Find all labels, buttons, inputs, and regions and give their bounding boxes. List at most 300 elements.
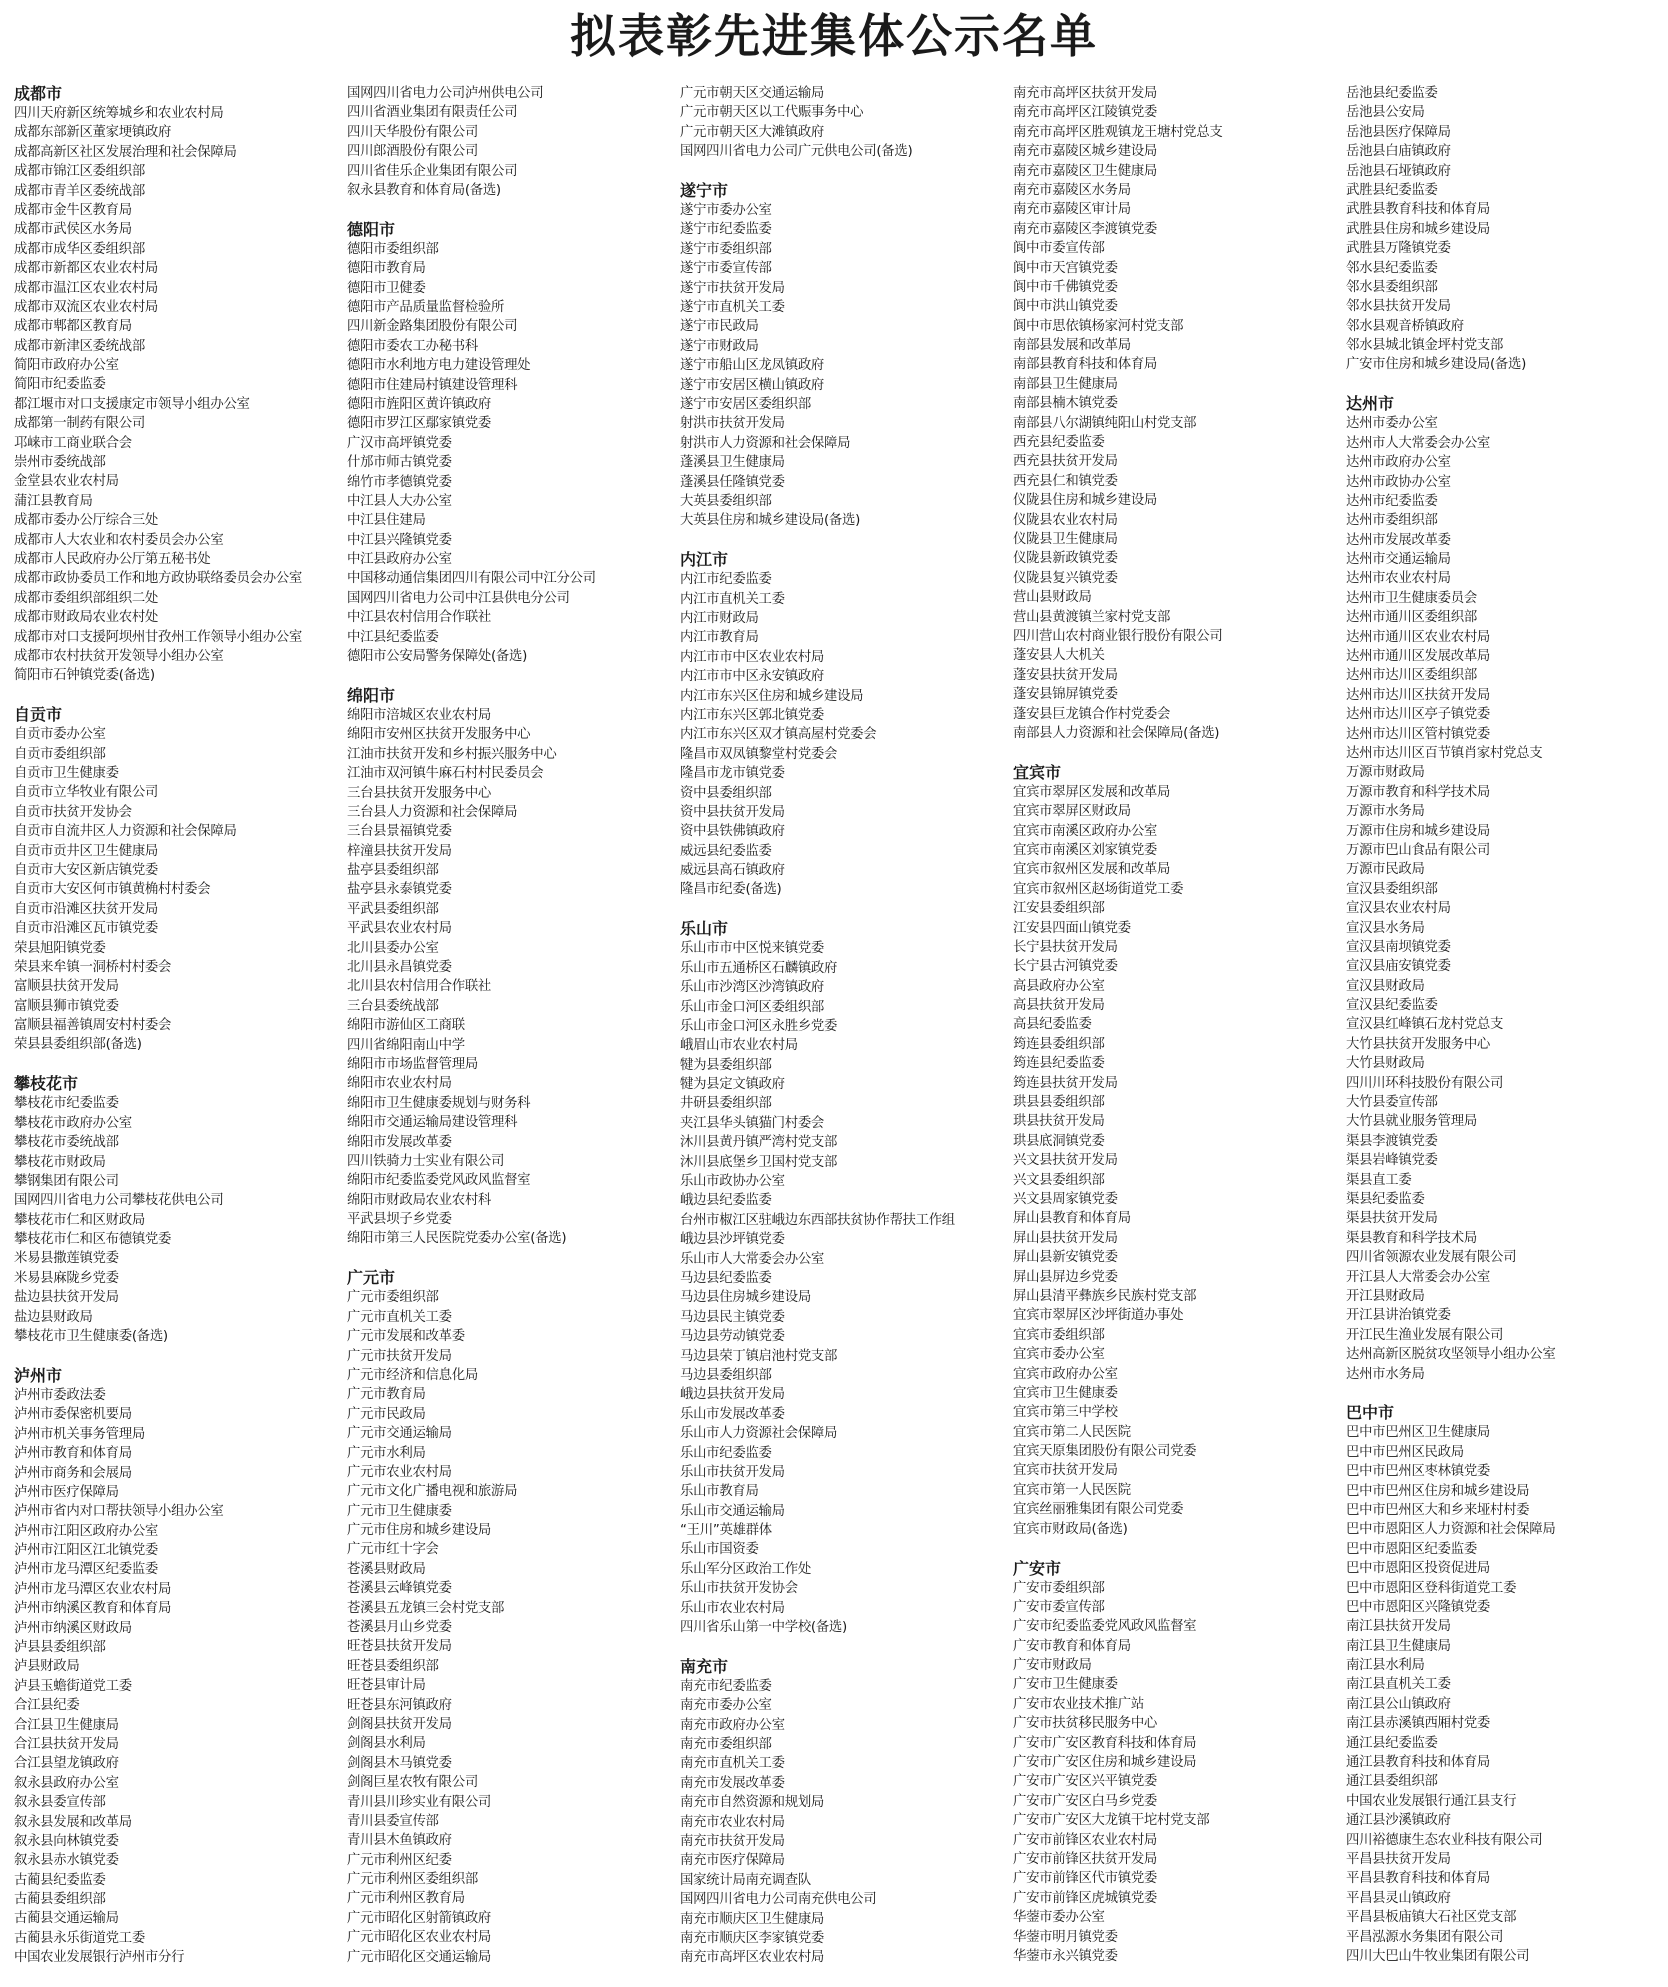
list-item: 渠县教育和科学技术局 — [1346, 1230, 1477, 1246]
list-item: 合江县扶贫开发局 — [14, 1736, 119, 1752]
city-section — [347, 84, 669, 200]
list-item: 沐川县黄丹镇严湾村党支部 — [680, 1135, 838, 1151]
list-item: 万源市教育和科学技术局 — [1346, 784, 1490, 800]
list-item: 遂宁市委办公室 — [680, 203, 772, 219]
list-item: 资中县扶贫开发局 — [680, 804, 785, 820]
list-item: 武胜县纪委监委 — [1346, 182, 1438, 198]
list-item: 达州市卫生健康委员会 — [1346, 590, 1477, 606]
list-item: 绵阳市第三人民医院党委办公室(备选) — [347, 1231, 567, 1247]
list-item: 通江县纪委监委 — [1346, 1735, 1438, 1751]
city-heading: 遂宁市 — [680, 181, 729, 201]
list-item: 武胜县万隆镇党委 — [1346, 241, 1451, 257]
list-item: 国网四川省电力公司广元供电公司(备选) — [680, 144, 913, 160]
list-item: 南部县人力资源和社会保障局(备选) — [1013, 725, 1220, 741]
list-item: 泸州市江阳区江北镇党委 — [14, 1543, 158, 1559]
list-item: 中国农业发展银行泸州市分行 — [14, 1950, 185, 1966]
list-item: 巴中市巴州区大和乡来垭村村委 — [1346, 1502, 1530, 1518]
list-item: 内江市东兴区郭北镇党委 — [680, 707, 824, 723]
list-item: 宣汉县财政局 — [1346, 978, 1425, 994]
list-item: 泸州市省内对口帮扶领导小组办公室 — [14, 1504, 224, 1520]
list-item: 宜宾市南溪区刘家镇党委 — [1013, 842, 1157, 858]
list-item: 岳池县纪委监委 — [1346, 86, 1438, 101]
list-item: 成都市锦江区委组织部 — [14, 164, 145, 180]
list-item: 乐山市扶贫开发协会 — [680, 1581, 798, 1597]
list-item: 泸州市纳溪区财政局 — [14, 1620, 132, 1636]
column-5 — [1346, 84, 1668, 1986]
list-item: 叙永县发展和改革局 — [14, 1814, 132, 1830]
list-item: 内江市东兴区住房和城乡建设局 — [680, 688, 864, 704]
list-item: 南充市嘉陵区卫生健康局 — [1013, 163, 1157, 179]
list-item: 成都市成华区委组织部 — [14, 241, 145, 257]
list-item: 成都市人大农业和农村委员会办公室 — [14, 532, 224, 548]
list-item: 宜宾市财政局(备选) — [1013, 1521, 1128, 1537]
list-item: 南充市委办公室 — [680, 1698, 772, 1714]
city-section — [14, 705, 336, 1055]
list-item: 盐亭县永泰镇党委 — [347, 882, 452, 898]
list-item: 大竹县就业服务管理局 — [1346, 1114, 1477, 1130]
list-item: 南充市政府办公室 — [680, 1717, 785, 1733]
list-item: 金堂县农业农村局 — [14, 474, 119, 490]
list-item: 自贡市大安区何市镇黄桷村村委会 — [14, 882, 211, 898]
list-item: 广元市经济和信息化局 — [347, 1367, 478, 1383]
list-item: 遂宁市委宣传部 — [680, 261, 772, 277]
list-item: 简阳市纪委监委 — [14, 377, 106, 393]
list-item: 渠县岩峰镇党委 — [1346, 1153, 1438, 1169]
list-item: 阆中市思依镇杨家河村党支部 — [1013, 318, 1184, 334]
list-item: 乐山市纪委监委 — [680, 1445, 772, 1461]
list-item: 南充市顺庆区卫生健康局 — [680, 1911, 824, 1927]
list-item: 巴中市巴州区枣林镇党委 — [1346, 1464, 1490, 1480]
list-item: 广元市民政局 — [347, 1406, 426, 1422]
list-item: 泸州市机关事务管理局 — [14, 1426, 145, 1442]
list-item: 蓬溪县任隆镇党委 — [680, 474, 785, 490]
list-item: 南充市高坪区胜观镇龙王塘村党总支 — [1013, 124, 1223, 140]
list-item: 宜宾市翠屏区沙坪街道办事处 — [1013, 1308, 1184, 1324]
list-item: 达州市政协办公室 — [1346, 474, 1451, 490]
list-item: 巴中市巴州区卫生健康局 — [1346, 1425, 1490, 1441]
list-item: 邻水县纪委监委 — [1346, 260, 1438, 276]
city-section — [1346, 1403, 1668, 1966]
list-item: 西充县仁和镇党委 — [1013, 473, 1118, 489]
list-item: 攀枝花市委统战部 — [14, 1135, 119, 1151]
list-item: 宜宾市扶贫开发局 — [1013, 1463, 1118, 1479]
list-item: 广安市广安区兴平镇党委 — [1013, 1774, 1157, 1790]
list-item: 邻水县委组织部 — [1346, 279, 1438, 295]
list-item: 泸州市纳溪区教育和体育局 — [14, 1601, 172, 1617]
list-item: 岳池县医疗保障局 — [1346, 124, 1451, 140]
list-item: 四川省领源农业发展有限公司 — [1346, 1250, 1517, 1266]
list-item: 遂宁市扶贫开发局 — [680, 280, 785, 296]
list-item: 德阳市旌阳区黄许镇政府 — [347, 396, 491, 412]
list-item: 兴文县扶贫开发局 — [1013, 1153, 1118, 1169]
list-item: 攀枝花市政府办公室 — [14, 1115, 132, 1131]
list-item: 叙永县赤水镇党委 — [14, 1853, 119, 1869]
list-item: 中江县人大办公室 — [347, 493, 452, 509]
city-section — [14, 1366, 336, 1968]
list-item: 泸州市委保密机要局 — [14, 1407, 132, 1423]
list-item: 巴中市巴州区住房和城乡建设局 — [1346, 1483, 1530, 1499]
list-item: 珙县底洞镇党委 — [1013, 1133, 1105, 1149]
list-item: 犍为县定文镇政府 — [680, 1077, 785, 1093]
list-item: 乐山市国资委 — [680, 1542, 759, 1558]
list-item: 宜宾市翠屏区财政局 — [1013, 804, 1131, 820]
list-item: 自贡市卫生健康委 — [14, 766, 119, 781]
list-item: 四川营山农村商业银行股份有限公司 — [1013, 628, 1223, 644]
list-item: 平武县委组织部 — [347, 901, 439, 917]
list-item: 遂宁市纪委监委 — [680, 222, 772, 238]
list-item: 筠连县扶贫开发局 — [1013, 1075, 1118, 1091]
list-item: 宣汉县纪委监委 — [1346, 998, 1438, 1014]
list-item: 邛崃市工商业联合会 — [14, 435, 132, 451]
city-heading: 德阳市 — [347, 219, 396, 239]
list-item: 南充市嘉陵区水务局 — [1013, 182, 1131, 198]
city-section — [680, 919, 1002, 1637]
list-item: 屏山县新安镇党委 — [1013, 1250, 1118, 1266]
list-item: 自贡市贡井区卫生健康局 — [14, 843, 158, 859]
list-item: 巴中市巴州区民政局 — [1346, 1444, 1464, 1460]
list-item: 西充县扶贫开发局 — [1013, 454, 1118, 470]
list-item: 达州市农业农村局 — [1346, 571, 1451, 587]
list-item: 宣汉县庙安镇党委 — [1346, 959, 1451, 975]
list-item: 国网四川省电力公司泸州供电公司 — [347, 86, 544, 101]
list-item: 成都高新区社区发展治理和社会保障局 — [14, 144, 237, 160]
list-item: 广元市朝天区大滩镇政府 — [680, 124, 824, 140]
list-item: 自贡市自流井区人力资源和社会保障局 — [14, 824, 237, 840]
list-item: 高县政府办公室 — [1013, 978, 1105, 994]
list-item: 绵阳市卫生健康委规划与财务科 — [347, 1095, 531, 1111]
list-item: 乐山市人力资源社会保障局 — [680, 1426, 838, 1442]
list-item: 自贡市立华牧业有限公司 — [14, 785, 158, 801]
list-item: 三台县扶贫开发服务中心 — [347, 785, 491, 801]
list-item: 攀钢集团有限公司 — [14, 1173, 119, 1189]
list-item: 古蔺县委组织部 — [14, 1892, 106, 1908]
list-item: 德阳市住建局村镇建设管理科 — [347, 377, 518, 393]
list-item: 剑阁县木马镇党委 — [347, 1755, 452, 1771]
list-item: 国网四川省电力公司南充供电公司 — [680, 1892, 877, 1908]
list-item: 广安市广安区住房和城乡建设局 — [1013, 1755, 1197, 1771]
list-item: 达州市发展改革委 — [1346, 532, 1451, 548]
list-item: 大竹县扶贫开发服务中心 — [1346, 1036, 1490, 1052]
list-item: 广元市交通运输局 — [347, 1426, 452, 1442]
list-item: 达州市纪委监委 — [1346, 493, 1438, 509]
list-item: 宜宾市第二人民医院 — [1013, 1424, 1131, 1440]
list-item: 岳池县公安局 — [1346, 105, 1425, 121]
list-item: 渠县直工委 — [1346, 1172, 1412, 1188]
list-item: 宣汉县水务局 — [1346, 920, 1425, 936]
list-item: 达州市达川区百节镇肖家村党总支 — [1346, 746, 1543, 761]
list-item: 中江县农村信用合作联社 — [347, 610, 491, 626]
list-item: 泸州市龙马潭区农业农村局 — [14, 1581, 172, 1597]
list-item: 剑阁县扶贫开发局 — [347, 1716, 452, 1732]
list-item: 广元市发展和改革委 — [347, 1329, 465, 1345]
list-item: 渠县李渡镇党委 — [1346, 1133, 1438, 1149]
list-item: 武胜县住房和城乡建设局 — [1346, 221, 1490, 237]
list-item: 南充市高坪区农业农村局 — [680, 1950, 824, 1966]
list-item: 阆中市千佛镇党委 — [1013, 279, 1118, 295]
list-item: 兴文县委组织部 — [1013, 1172, 1105, 1188]
list-item: 德阳市委农工办秘书科 — [347, 338, 478, 354]
list-item: 富顺县福善镇周安村村委会 — [14, 1018, 172, 1034]
list-item: 乐山市发展改革委 — [680, 1406, 785, 1422]
city-section — [347, 220, 669, 667]
list-item: 德阳市罗江区鄢家镇党委 — [347, 416, 491, 432]
list-item: 广安市前锋区虎城镇党委 — [1013, 1890, 1157, 1906]
list-item: 遂宁市安居区委组织部 — [680, 396, 811, 412]
city-heading: 绵阳市 — [347, 685, 396, 705]
list-item: 威远县高石镇政府 — [680, 863, 785, 879]
list-item: 蓬安县人大机关 — [1013, 648, 1105, 664]
list-item: 南部县楠木镇党委 — [1013, 396, 1118, 412]
list-item: 宜宾市委办公室 — [1013, 1347, 1105, 1363]
list-item: 广安市住房和城乡建设局(备选) — [1346, 357, 1527, 373]
list-item: 万源市财政局 — [1346, 765, 1425, 781]
list-item: 剑阁县水利局 — [347, 1736, 426, 1752]
list-item: 宜宾市翠屏区发展和改革局 — [1013, 784, 1171, 800]
list-item: 三台县景福镇党委 — [347, 824, 452, 840]
list-item: 达州市水务局 — [1346, 1366, 1425, 1382]
list-item: 乐山市金口河区永胜乡党委 — [680, 1018, 838, 1034]
list-item: 宜宾市南溪区政府办公室 — [1013, 823, 1157, 839]
list-item: 乐山市沙湾区沙湾镇政府 — [680, 980, 824, 996]
city-section — [680, 181, 1002, 531]
list-item: 南充市自然资源和规划局 — [680, 1795, 824, 1811]
list-item: 渠县扶贫开发局 — [1346, 1211, 1438, 1227]
list-item: 犍为县委组织部 — [680, 1057, 772, 1073]
city-section — [680, 1657, 1002, 1968]
list-item: 宣汉县农业农村局 — [1346, 901, 1451, 917]
list-item: 四川天华股份有限公司 — [347, 124, 478, 140]
list-item: 荣县县委组织部(备选) — [14, 1037, 142, 1053]
list-item: 成都市武侯区水务局 — [14, 222, 132, 238]
list-item: 珙县扶贫开发局 — [1013, 1114, 1105, 1130]
list-item: 自贡市委组织部 — [14, 746, 106, 762]
list-item: 广元市扶贫开发局 — [347, 1348, 452, 1364]
city-section — [1013, 1559, 1335, 1967]
list-item: 成都市双流区农业农村局 — [14, 299, 158, 315]
city-heading: 南充市 — [680, 1656, 729, 1676]
list-item: 广安市财政局 — [1013, 1658, 1092, 1674]
list-item: 乐山市农业农村局 — [680, 1600, 785, 1616]
list-item: 隆昌市双凤镇黎堂村党委会 — [680, 746, 838, 762]
list-item: 青川县川珍实业有限公司 — [347, 1794, 491, 1810]
list-item: 绵阳市交通运输局建设管理科 — [347, 1115, 518, 1131]
list-item: 遂宁市委组织部 — [680, 241, 772, 257]
list-item: 马边县纪委监委 — [680, 1270, 772, 1286]
list-item: 宣汉县红峰镇石龙村党总支 — [1346, 1017, 1504, 1033]
list-item: 三台县人力资源和社会保障局 — [347, 804, 518, 820]
list-item: 成都市委组织部组织二处 — [14, 590, 158, 606]
list-item: 资中县铁佛镇政府 — [680, 824, 785, 840]
list-item: 成都市政协委员工作和地方政协联络委员会办公室 — [14, 571, 302, 587]
city-heading: 泸州市 — [14, 1365, 63, 1385]
list-item: 隆昌市纪委(备选) — [680, 882, 782, 898]
list-item: 内江市财政局 — [680, 610, 759, 626]
list-item: 自贡市扶贫开发协会 — [14, 804, 132, 820]
list-item: 宜宾市叙州区发展和改革局 — [1013, 862, 1171, 878]
list-item: 仪陇县新政镇党委 — [1013, 551, 1118, 567]
list-item: 蒲江县教育局 — [14, 493, 93, 509]
list-item: 夹江县华头镇猫门村委会 — [680, 1115, 824, 1131]
list-item: 成都市新津区委统战部 — [14, 338, 145, 354]
list-item: 广元市朝天区以工代赈事务中心 — [680, 105, 864, 121]
list-item: 乐山市金口河区委组织部 — [680, 999, 824, 1015]
list-item: 绵阳市涪城区农业农村局 — [347, 707, 491, 723]
list-item: 乐山市交通运输局 — [680, 1503, 785, 1519]
list-item: 南部县发展和改革局 — [1013, 338, 1131, 354]
list-item: 攀枝花市仁和区财政局 — [14, 1212, 145, 1228]
list-item: 荣县旭阳镇党委 — [14, 940, 106, 956]
list-item: 自贡市沿滩区瓦市镇党委 — [14, 921, 158, 937]
list-item: 平昌县扶贫开发局 — [1346, 1851, 1451, 1867]
list-item: 绵阳市发展改革委 — [347, 1134, 452, 1150]
list-item: 广元市利州区教育局 — [347, 1891, 465, 1907]
list-item: 达州市委组织部 — [1346, 513, 1438, 529]
list-item: 攀枝花市卫生健康委(备选) — [14, 1329, 168, 1345]
list-item: 江油市双河镇牛麻石村村民委员会 — [347, 766, 544, 782]
list-item: 长宁县古河镇党委 — [1013, 959, 1118, 975]
list-item: 峨眉山市农业农村局 — [680, 1038, 798, 1054]
list-item: 旺苍县审计局 — [347, 1678, 426, 1694]
list-item: 米易县麻陇乡党委 — [14, 1270, 119, 1286]
list-item: 南充市嘉陵区审计局 — [1013, 202, 1131, 218]
city-section — [680, 84, 1002, 162]
list-item: 叙永县教育和体育局(备选) — [347, 182, 501, 198]
city-heading: 成都市 — [14, 84, 63, 103]
list-item: 南充市直机关工委 — [680, 1756, 785, 1772]
list-item: 自贡市委办公室 — [14, 727, 106, 743]
list-item: 攀枝花市仁和区布德镇党委 — [14, 1232, 172, 1248]
list-item: 宜宾天原集团股份有限公司党委 — [1013, 1444, 1197, 1460]
list-item: 四川裕德康生态农业科技有限公司 — [1346, 1832, 1543, 1848]
city-section — [347, 1268, 669, 1967]
list-item: 蓬安县巨龙镇合作村党委会 — [1013, 706, 1171, 722]
list-item: 南江县水利局 — [1346, 1658, 1425, 1674]
list-item: 蓬溪县卫生健康局 — [680, 455, 785, 471]
list-item: 四川新金路集团股份有限公司 — [347, 319, 518, 335]
list-item: 乐山市政协办公室 — [680, 1174, 785, 1190]
list-item: 中江县兴隆镇党委 — [347, 532, 452, 548]
list-item: 国网四川省电力公司攀枝花供电公司 — [14, 1193, 224, 1209]
city-section — [680, 550, 1002, 900]
list-item: 广元市昭化区农业农村局 — [347, 1930, 491, 1946]
list-item: 大竹县财政局 — [1346, 1056, 1425, 1072]
list-item: 四川省酒业集团有限责任公司 — [347, 105, 518, 121]
city-heading: 广元市 — [347, 1268, 396, 1288]
column-1 — [14, 84, 336, 1987]
list-item: 合江县望龙镇政府 — [14, 1756, 119, 1772]
list-item: 长宁县扶贫开发局 — [1013, 939, 1118, 955]
list-item: 南充市纪委监委 — [680, 1678, 772, 1694]
list-item: 德阳市水利地方电力建设管理处 — [347, 358, 531, 374]
list-item: 巴中市恩阳区纪委监委 — [1346, 1541, 1477, 1557]
city-heading: 内江市 — [680, 550, 729, 570]
list-item: 通江县沙溪镇政府 — [1346, 1813, 1451, 1829]
list-item: 巴中市恩阳区投资促进局 — [1346, 1561, 1490, 1577]
list-item: 达州市达川区管村镇党委 — [1346, 726, 1490, 742]
list-item: 盐边县财政局 — [14, 1309, 93, 1325]
list-item: 广元市朝天区交通运输局 — [680, 86, 824, 101]
list-item: 乐山市教育局 — [680, 1484, 759, 1500]
list-item: 苍溪县财政局 — [347, 1561, 426, 1577]
list-item: 广元市委组织部 — [347, 1290, 439, 1306]
list-item: 屏山县教育和体育局 — [1013, 1211, 1131, 1227]
list-item: 四川铁骑力士实业有限公司 — [347, 1153, 505, 1169]
list-item: 攀枝花市财政局 — [14, 1154, 106, 1170]
list-item: 阆中市天宫镇党委 — [1013, 260, 1118, 276]
list-item: 宜宾市第一人民医院 — [1013, 1482, 1131, 1498]
list-item: 遂宁市直机关工委 — [680, 300, 785, 316]
list-item: 绵阳市农业农村局 — [347, 1076, 452, 1092]
list-item: 攀枝花市纪委监委 — [14, 1096, 119, 1112]
list-item: 万源市民政局 — [1346, 862, 1425, 878]
list-item: 南江县卫生健康局 — [1346, 1638, 1451, 1654]
list-item: 成都东部新区董家埂镇政府 — [14, 125, 172, 141]
list-item: 广安市农业技术推广站 — [1013, 1696, 1144, 1712]
city-section — [347, 686, 669, 1249]
list-item: 四川省佳乐企业集团有限公司 — [347, 163, 518, 179]
city-heading: 达州市 — [1346, 394, 1395, 414]
list-item: 广安市委组织部 — [1013, 1580, 1105, 1596]
list-item: 乐山市扶贫开发局 — [680, 1464, 785, 1480]
list-item: 通江县教育科技和体育局 — [1346, 1755, 1490, 1771]
list-item: 什邡市师古镇党委 — [347, 455, 452, 471]
list-item: 乐山军分区政治工作处 — [680, 1561, 811, 1577]
list-item: 南江县扶贫开发局 — [1346, 1619, 1451, 1635]
list-item: 南充市高坪区扶贫开发局 — [1013, 86, 1157, 101]
list-item: 高县扶贫开发局 — [1013, 998, 1105, 1014]
list-item: 旺苍县委组织部 — [347, 1658, 439, 1674]
list-item: 屏山县扶贫开发局 — [1013, 1230, 1118, 1246]
list-item: 内江市纪委监委 — [680, 572, 772, 588]
list-item: 绵竹市孝德镇党委 — [347, 474, 452, 490]
list-item: 四川省乐山第一中学校(备选) — [680, 1620, 847, 1636]
list-item: 广元市利州区委组织部 — [347, 1872, 478, 1888]
list-item: 富顺县狮市镇党委 — [14, 998, 119, 1014]
list-item: 台州市椒江区驻峨边东西部扶贫协作帮扶工作组 — [680, 1212, 955, 1228]
list-item: 南充市农业农村局 — [680, 1814, 785, 1830]
list-item: 梓潼县扶贫开发局 — [347, 843, 452, 859]
list-item: 珙县县委组织部 — [1013, 1095, 1105, 1111]
list-item: 成都市对口支援阿坝州甘孜州工作领导小组办公室 — [14, 629, 302, 645]
list-item: 马边县住房城乡建设局 — [680, 1290, 811, 1306]
list-item: 屏山县屏边乡党委 — [1013, 1269, 1118, 1285]
list-item: 广元市水利局 — [347, 1445, 426, 1461]
list-item: 南充市高坪区江陵镇党委 — [1013, 105, 1157, 121]
list-item: 广元市农业农村局 — [347, 1464, 452, 1480]
list-item: 广安市委宣传部 — [1013, 1599, 1105, 1615]
list-item: 邻水县观音桥镇政府 — [1346, 318, 1464, 334]
list-item: 沐川县底堡乡卫国村党支部 — [680, 1154, 838, 1170]
list-item: 阆中市洪山镇党委 — [1013, 299, 1118, 315]
list-item: 内江市市中区农业农村局 — [680, 649, 824, 665]
list-item: 广元市昭化区交通运输局 — [347, 1949, 491, 1965]
list-item: 通江县委组织部 — [1346, 1774, 1438, 1790]
list-item: 华蓥市永兴镇党委 — [1013, 1948, 1118, 1964]
list-item: 国家统计局南充调查队 — [680, 1872, 811, 1888]
list-item: 泸州市江阳区政府办公室 — [14, 1523, 158, 1539]
list-item: 威远县纪委监委 — [680, 843, 772, 859]
list-item: 盐亭县委组织部 — [347, 863, 439, 879]
list-item: 达州市人大常委会办公室 — [1346, 435, 1490, 451]
list-item: 蓬安县锦屏镇党委 — [1013, 687, 1118, 703]
column-4 — [1013, 84, 1335, 1986]
list-item: 广元市利州区纪委 — [347, 1852, 452, 1868]
list-item: 绵阳市市场监督管理局 — [347, 1056, 478, 1072]
list-item: 北川县农村信用合作联社 — [347, 979, 491, 995]
list-item: 渠县纪委监委 — [1346, 1191, 1425, 1207]
list-item: 宣汉县委组织部 — [1346, 881, 1438, 897]
list-item: 广安市前锋区代市镇党委 — [1013, 1871, 1157, 1887]
